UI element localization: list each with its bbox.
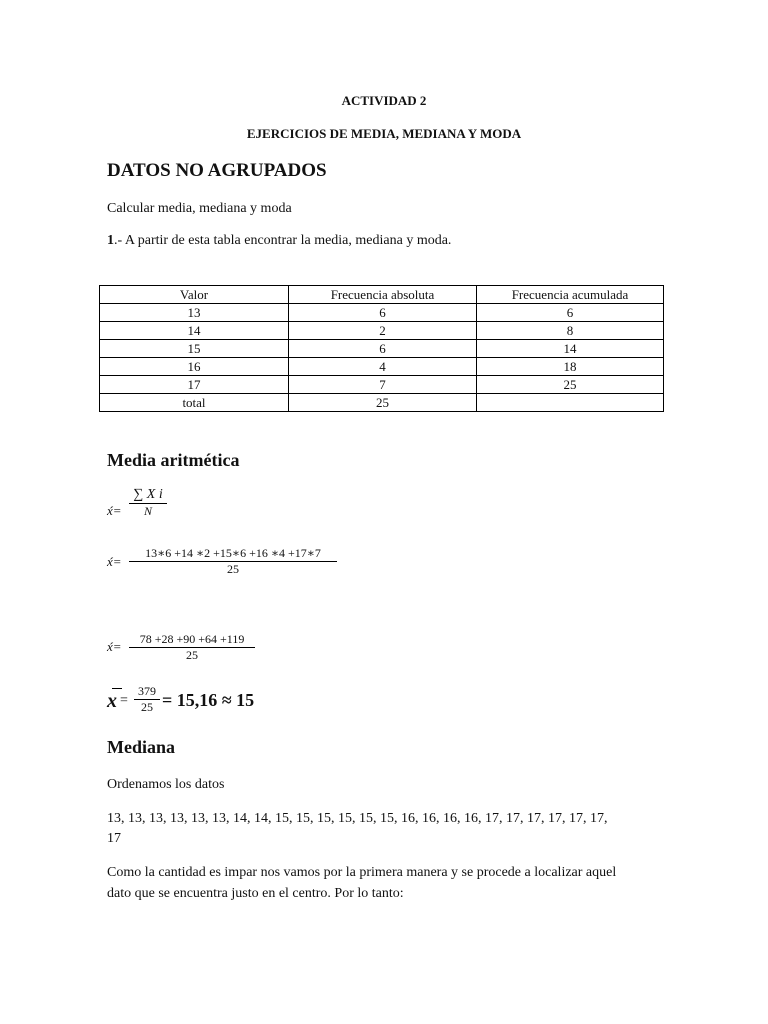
final-fraction	[134, 684, 160, 715]
table-cell	[477, 394, 664, 412]
mediana-intro: Ordenamos los datos	[107, 777, 225, 792]
mediana-paragraph-line-2: dato que se encuentra justo en el centro. Por lo tanto:	[107, 886, 404, 901]
formula-3-fraction	[129, 632, 255, 663]
table-cell: 7	[289, 376, 477, 394]
final-x-symbol: x	[107, 690, 117, 712]
table-cell: 16	[100, 358, 289, 376]
exercise-number: 1	[107, 233, 114, 248]
section-heading-mediana: Mediana	[107, 737, 176, 757]
table-cell: 6	[477, 304, 664, 322]
ordered-data-line-2: 17	[107, 831, 121, 846]
table-cell: 13	[100, 304, 289, 322]
table-row	[100, 304, 664, 322]
section-heading-media: Media aritmética	[107, 450, 240, 470]
final-xbar	[107, 690, 117, 713]
final-numerator: 379	[138, 684, 156, 698]
formula-3-lhs: x́=	[107, 639, 122, 654]
table-cell: 14	[477, 340, 664, 358]
table-header-row	[100, 286, 664, 304]
final-result: = 15,16 ≈ 15	[162, 690, 255, 710]
table-cell: 4	[289, 358, 477, 376]
intro-text: Calcular media, mediana y moda	[107, 201, 292, 216]
final-eq-sign: =	[120, 693, 128, 708]
formula-1-fraction	[129, 487, 167, 519]
table-header: Frecuencia acumulada	[477, 286, 664, 304]
formula-2-denominator: 25	[227, 562, 239, 576]
table-row	[100, 340, 664, 358]
table-cell: total	[100, 394, 289, 412]
table-cell: 25	[477, 376, 664, 394]
table-cell: 25	[289, 394, 477, 412]
table-header: Frecuencia absoluta	[289, 286, 477, 304]
table-row	[100, 376, 664, 394]
formula-1-lhs: x́=	[107, 503, 122, 518]
formula-2-numerator: 13∗6 +14 ∗2 +15∗6 +16 ∗4 +17∗7	[145, 546, 321, 560]
frequency-table	[99, 285, 664, 412]
table-row	[100, 358, 664, 376]
table-row-total	[100, 394, 664, 412]
formula-2-fraction	[129, 546, 337, 577]
document-title: ACTIVIDAD 2	[341, 93, 427, 108]
table-cell: 8	[477, 322, 664, 340]
table-cell: 15	[100, 340, 289, 358]
formula-3-denominator: 25	[186, 648, 198, 662]
table-header: Valor	[100, 286, 289, 304]
table-cell: 17	[100, 376, 289, 394]
table-row	[100, 322, 664, 340]
final-denominator: 25	[141, 700, 153, 714]
table-cell: 6	[289, 304, 477, 322]
ordered-data-line-1: 13, 13, 13, 13, 13, 13, 14, 14, 15, 15, 15, 15, 15, 15, 16, 16, 16, 16, 17, 17, 17, 17, 17, 17,	[107, 811, 608, 826]
table-cell: 18	[477, 358, 664, 376]
formula-2-lhs: x́=	[107, 554, 122, 569]
table-cell: 2	[289, 322, 477, 340]
formula-3-numerator: 78 +28 +90 +64 +119	[139, 632, 245, 646]
exercise-1-text	[107, 233, 451, 249]
table-cell: 14	[100, 322, 289, 340]
mediana-paragraph-line-1: Como la cantidad es impar nos vamos por la primera manera y se procede a localizar aquel	[107, 865, 617, 880]
section-heading-datos: DATOS NO AGRUPADOS	[107, 160, 327, 181]
exercise-instruction: .- A partir de esta tabla encontrar la media, mediana y moda.	[114, 233, 452, 248]
table-cell: 6	[289, 340, 477, 358]
document-subtitle: EJERCICIOS DE MEDIA, MEDIANA Y MODA	[246, 126, 522, 141]
formula-1-numerator: ∑ X i	[133, 487, 163, 502]
formula-1-denominator: N	[143, 504, 152, 518]
xbar-overline	[112, 688, 122, 689]
